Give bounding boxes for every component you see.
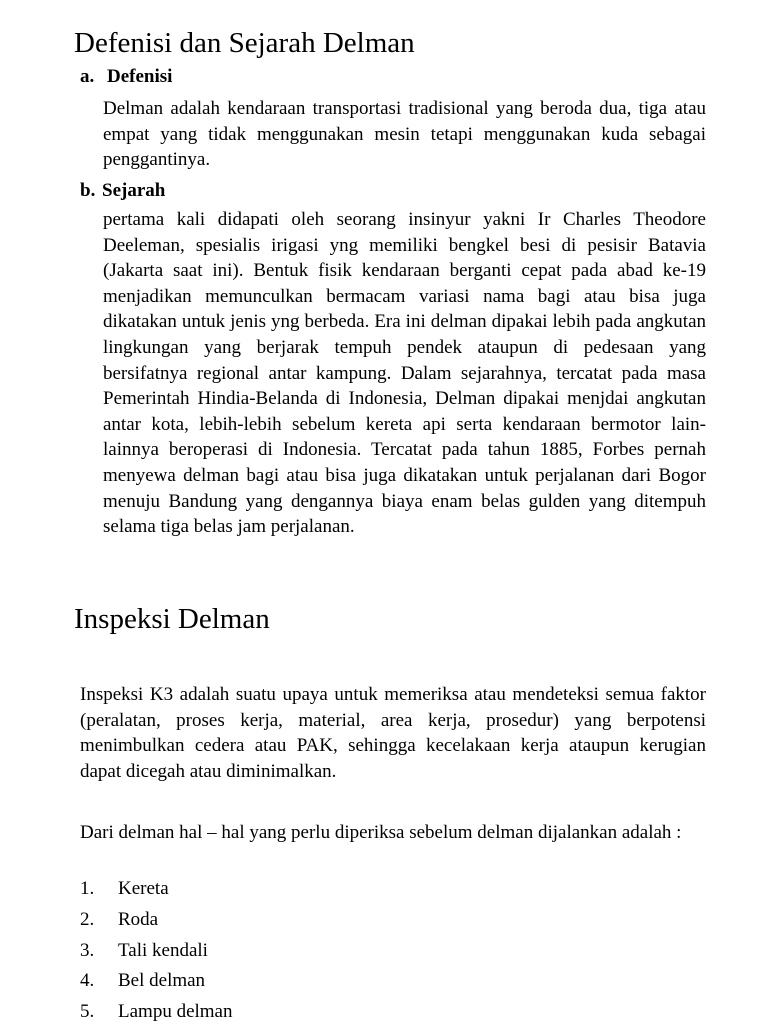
list-number: 5. xyxy=(80,1001,95,1023)
list-item xyxy=(80,939,233,970)
subheading-label: Sejarah xyxy=(102,180,166,201)
section-title-inspeksi: Inspeksi Delman xyxy=(74,603,270,635)
section-title-definisi-sejarah: Defenisi dan Sejarah Delman xyxy=(74,27,415,59)
list-item xyxy=(80,969,233,1000)
subheading-label: Defenisi xyxy=(107,66,173,87)
inspection-intro-paragraph: Inspeksi K3 adalah suatu upaya untuk memeriksa atau mendeteksi semua faktor (peralatan, proses kerja, material, area kerja, prosedur) yang berpotensi menimbulkan cedera atau PAK, sehingga kecelakaan kerja ataupun kerugian dapat dicegah atau diminimalkan. xyxy=(80,684,706,782)
list-number: 3. xyxy=(80,939,95,961)
list-item-label: Bel delman xyxy=(118,970,206,992)
subheading-sejarah xyxy=(80,179,165,203)
list-number: 1. xyxy=(80,878,95,899)
list-number: 2. xyxy=(80,908,95,930)
checklist-intro-paragraph: Dari delman hal – hal yang perlu diperiksa sebelum delman dijalankan adalah : xyxy=(80,822,682,843)
history-paragraph: pertama kali didapati oleh seorang insinyur yakni Ir Charles Theodore Deeleman, spesialis irigasi yng memiliki bengkel besi di pesisir Batavia (Jakarta saat ini). Bentuk fisik kendaraan berganti cepat pada abad ke-19 menjadikan memunculkan bermacam variasi nama bagi atau bisa juga dikatakan untuk jenis yng berbeda. Era ini delman dipakai lebih pada angkutan lingkungan yang berjarak tempuh pendek ataupun di pedesaan yang bersifatnya regional antar kampung. Dalam sejarahnya, tercatat pada masa Pemerintah Hindia-Belanda di Indonesia, Delman dipakai menjdai angkutan antar kota, lebih-lebih sebelum kereta api serta kendaraan bermotor lain-lainnya beroperasi di Indonesia. Tercatat pada tahun 1885, Forbes pernah menyewa delman bagi atau bisa juga dikatakan untuk perjalanan dari Bogor menuju Bandung yang dengannya biaya enam belas gulden yang ditempuh selama tiga belas jam perjalanan. xyxy=(103,209,706,538)
definition-paragraph: Delman adalah kendaraan transportasi tradisional yang beroda dua, tiga atau empat yang tidak menggunakan mesin tetapi menggunakan kuda sebagai penggantinya. xyxy=(103,98,706,171)
subheading-defenisi xyxy=(80,65,172,89)
list-marker: b. xyxy=(80,180,96,201)
list-number: 4. xyxy=(80,970,95,992)
inspection-checklist xyxy=(80,877,233,1031)
list-item xyxy=(80,908,233,939)
list-item xyxy=(80,877,233,908)
list-item-label: Roda xyxy=(118,908,159,930)
list-item-label: Tali kendali xyxy=(118,939,208,961)
list-item-label: Kereta xyxy=(118,878,169,899)
list-marker: a. xyxy=(80,66,95,87)
list-item xyxy=(80,1000,233,1031)
list-item-label: Lampu delman xyxy=(118,1001,233,1023)
